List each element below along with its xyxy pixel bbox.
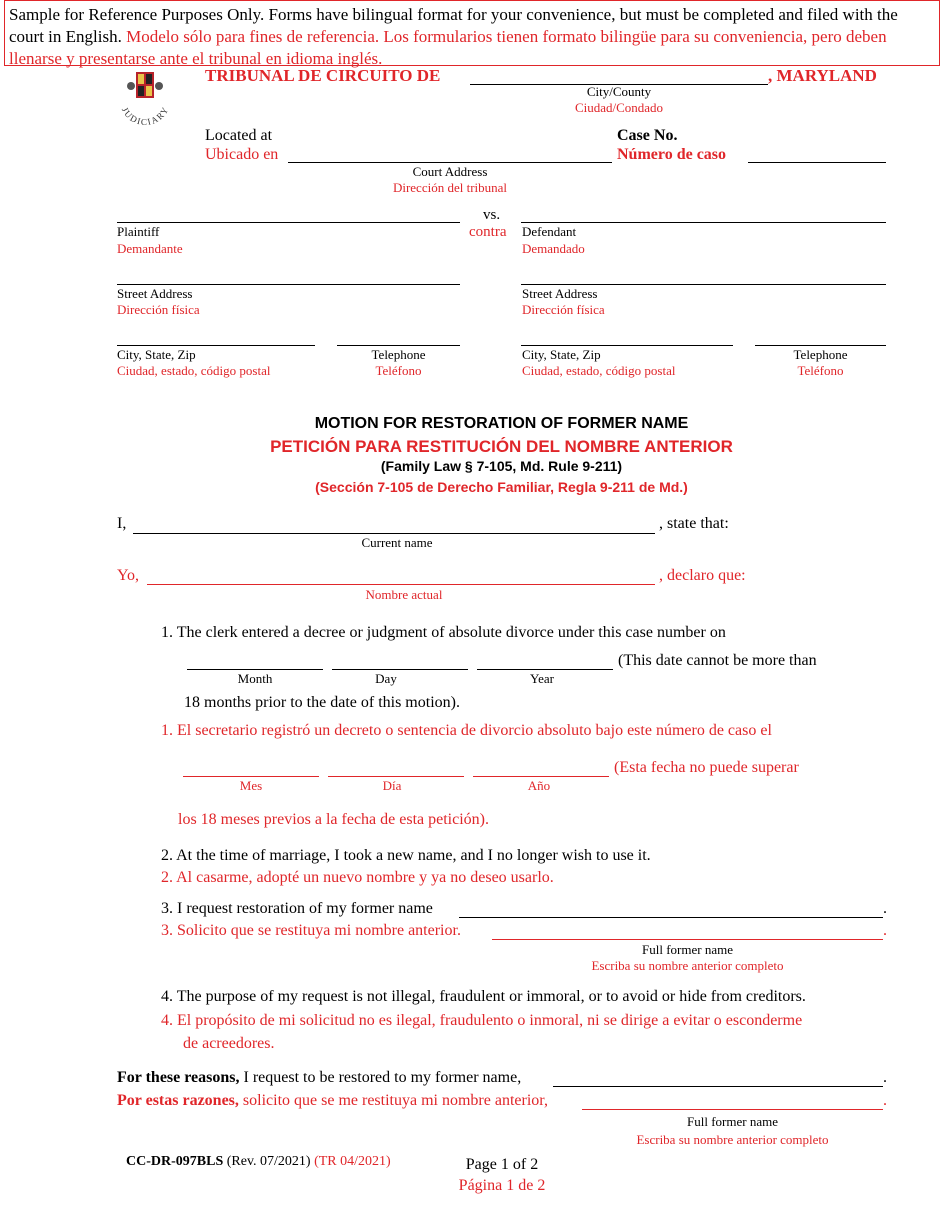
page-number: Page 1 of 2: [465, 1156, 539, 1173]
current-name-field-es[interactable]: [147, 570, 655, 585]
plaintiff-phone-label-es: Teléfono: [375, 363, 422, 378]
vs-label-es: contra: [469, 224, 507, 240]
disclaimer-english: Sample for Reference Purposes Only. Forms have bilingual format for your convenience, but must be completed and filed with the court in English.: [9, 5, 898, 46]
defendant-street-label: Street Address: [522, 286, 598, 301]
defendant-city-field[interactable]: [521, 331, 733, 346]
year-label-es: Año: [527, 778, 551, 793]
seal-icon: [112, 66, 178, 132]
defendant-city-label-es: Ciudad, estado, código postal: [522, 363, 676, 378]
reasons-former-name-field[interactable]: [553, 1072, 883, 1087]
court-title: TRIBUNAL DE CIRCUITO DE: [205, 66, 441, 85]
reasons-text: [117, 1069, 521, 1087]
divorce-month-field-es[interactable]: [183, 762, 319, 777]
divorce-month-field[interactable]: [187, 655, 323, 670]
city-county-label-es: Ciudad/Condado: [574, 100, 664, 115]
located-at-label-es: Ubicado en: [205, 146, 279, 163]
divorce-year-field[interactable]: [477, 655, 613, 670]
item3-period-es: .: [883, 922, 887, 939]
plaintiff-field[interactable]: [117, 208, 460, 223]
state-label: , MARYLAND: [768, 66, 877, 85]
disclaimer-banner: [4, 0, 940, 66]
plaintiff-city-label-es: Ciudad, estado, código postal: [117, 363, 271, 378]
reasons-rest-es: solicito que se me restituya mi nombre anterior,: [238, 1092, 548, 1109]
reasons-former-name-field-es[interactable]: [582, 1095, 883, 1110]
reasons-bold-es: Por estas razones,: [117, 1092, 239, 1109]
located-at-label: Located at: [205, 127, 273, 144]
reasons-period: .: [883, 1069, 887, 1086]
court-address-label: Court Address: [412, 164, 488, 179]
plaintiff-street-label-es: Dirección física: [117, 302, 200, 317]
item1-text-es: 1. El secretario registró un decreto o sentencia de divorcio absoluto bajo este número de caso el: [161, 722, 772, 739]
divorce-day-field-es[interactable]: [328, 762, 464, 777]
item1-date-note2: 18 months prior to the date of this motion).: [184, 694, 460, 711]
vs-label: vs.: [483, 207, 501, 223]
intro-i: I,: [117, 515, 127, 532]
plaintiff-phone-label: Telephone: [371, 347, 426, 362]
intro-state-that: , state that:: [659, 515, 729, 532]
item1-date-note-es: (Esta fecha no puede superar: [614, 759, 799, 776]
defendant-field[interactable]: [521, 208, 886, 223]
defendant-phone-label: Telephone: [793, 347, 848, 362]
item1-date-note: (This date cannot be more than: [618, 652, 817, 669]
defendant-phone-label-es: Teléfono: [797, 363, 844, 378]
day-label: Day: [375, 671, 397, 686]
case-number-field[interactable]: [748, 148, 886, 163]
item3-text-es: 3. Solicito que se restituya mi nombre anterior.: [161, 922, 461, 939]
court-address-field[interactable]: [288, 148, 612, 163]
seal-text: JUDICIARY: [119, 104, 171, 128]
case-no-label: Case No.: [617, 127, 678, 144]
current-name-label-es: Nombre actual: [365, 587, 443, 602]
reasons-full-former-label: Full former name: [687, 1114, 778, 1129]
plaintiff-street-field[interactable]: [117, 270, 460, 285]
plaintiff-street-label: Street Address: [117, 286, 193, 301]
city-county-label: City/County: [586, 84, 652, 99]
month-label: Month: [237, 671, 273, 686]
item2-text: 2. At the time of marriage, I took a new name, and I no longer wish to use it.: [161, 847, 651, 864]
case-no-label-es: Número de caso: [617, 146, 727, 163]
current-name-field[interactable]: [133, 519, 655, 534]
reasons-full-former-label-es: Escriba su nombre anterior completo: [636, 1132, 829, 1147]
defendant-street-field[interactable]: [521, 270, 886, 285]
reasons-bold: For these reasons,: [117, 1069, 240, 1086]
plaintiff-label-es: Demandante: [117, 241, 183, 256]
court-address-label-es: Dirección del tribunal: [392, 180, 508, 195]
month-label-es: Mes: [239, 778, 263, 793]
plaintiff-label: Plaintiff: [117, 224, 160, 239]
defendant-label-es: Demandado: [522, 241, 585, 256]
item1-date-note2-es: los 18 meses previos a la fecha de esta petición).: [178, 811, 489, 828]
plaintiff-city-label: City, State, Zip: [117, 347, 196, 362]
intro-yo: Yo,: [117, 567, 139, 584]
judiciary-seal: [112, 66, 178, 132]
day-label-es: Día: [382, 778, 402, 793]
plaintiff-city-field[interactable]: [117, 331, 315, 346]
form-title: MOTION FOR RESTORATION OF FORMER NAME: [314, 415, 689, 432]
defendant-label: Defendant: [522, 224, 577, 239]
disclaimer-spanish: Modelo sólo para fines de referencia. Los formularios tienen formato bilingüe para su conveniencia, pero deben llenarse y presentarse ante el tribunal en idioma inglés.: [9, 27, 887, 68]
former-name-field[interactable]: [459, 903, 883, 918]
item3-period: .: [883, 900, 887, 917]
former-name-field-es[interactable]: [492, 925, 883, 940]
full-former-label-es: Escriba su nombre anterior completo: [591, 958, 784, 973]
item2-text-es: 2. Al casarme, adopté un nuevo nombre y ya no deseo usarlo.: [161, 869, 554, 886]
divorce-year-field-es[interactable]: [473, 762, 609, 777]
defendant-city-label: City, State, Zip: [522, 347, 601, 362]
item4-text-es: 4. El propósito de mi solicitud no es ilegal, fraudulento o inmoral, ni se dirige a evitar o esconderme: [161, 1012, 803, 1029]
form-id: CC-DR-097BLS: [126, 1154, 224, 1169]
divorce-day-field[interactable]: [332, 655, 468, 670]
form-id-line: [126, 1154, 391, 1170]
item3-text: 3. I request restoration of my former name: [161, 900, 433, 917]
full-former-label: Full former name: [642, 942, 733, 957]
form-tr: (TR 04/2021): [310, 1154, 391, 1169]
item4-text-es2: de acreedores.: [183, 1035, 275, 1052]
defendant-street-label-es: Dirección física: [522, 302, 605, 317]
county-field[interactable]: [470, 70, 768, 85]
reasons-text-es: [117, 1092, 548, 1110]
form-rev: (Rev. 07/2021): [223, 1154, 311, 1169]
page-number-es: Página 1 de 2: [458, 1177, 546, 1194]
intro-declaro: , declaro que:: [659, 567, 746, 584]
form-law-es: (Sección 7-105 de Derecho Familiar, Regla 9-211 de Md.): [315, 479, 688, 495]
defendant-phone-field[interactable]: [755, 331, 886, 346]
svg-text:JUDICIARY: [120, 104, 171, 127]
current-name-label: Current name: [361, 535, 433, 550]
form-law: (Family Law § 7-105, Md. Rule 9-211): [380, 458, 623, 474]
reasons-rest: I request to be restored to my former name,: [239, 1069, 522, 1086]
form-title-es: PETICIÓN PARA RESTITUCIÓN DEL NOMBRE ANTERIOR: [270, 437, 733, 456]
year-label: Year: [530, 671, 554, 686]
reasons-period-es: .: [883, 1092, 887, 1109]
item1-text: 1. The clerk entered a decree or judgment of absolute divorce under this case number on: [161, 624, 726, 641]
item4-text: 4. The purpose of my request is not illegal, fraudulent or immoral, or to avoid or hide from creditors.: [161, 988, 806, 1005]
plaintiff-phone-field[interactable]: [337, 331, 460, 346]
